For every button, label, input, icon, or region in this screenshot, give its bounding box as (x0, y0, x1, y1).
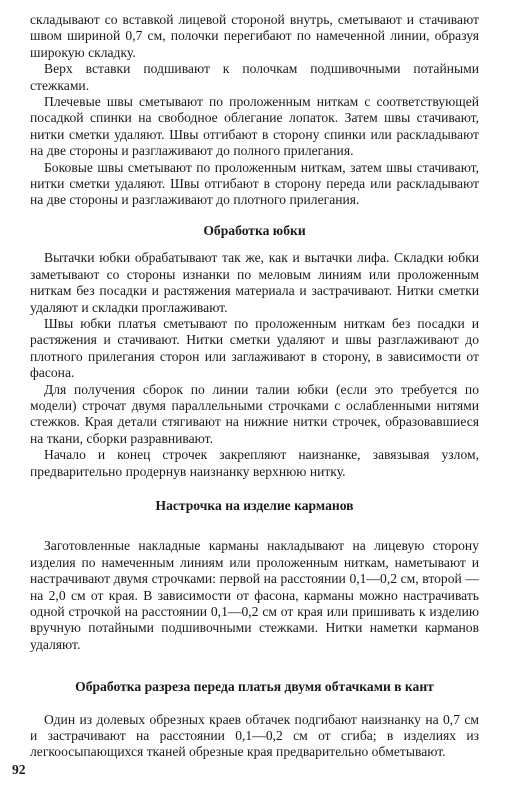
section-heading-front-slit: Обработка разреза переда платья двумя обтачками в кант (75, 679, 434, 695)
paragraph: Верх вставки подшивают к полочкам подшивочными потайными стежками. (30, 61, 479, 93)
paragraph: Швы юбки платья сметывают по проложенным ниткам без посадки и растяжения и стачивают. Нитки сметки удаляют и швы разглаживают до плотного прилегания сторон или заглаживают в сторону, в зависимости от фасона. (30, 315, 479, 381)
section-heading-pockets: Настрочка на изделие карманов (155, 497, 354, 513)
section-heading-skirt: Обработка юбки (203, 222, 306, 238)
paragraph: Один из долевых обрезных краев обтачек подгибают наизнанку на 0,7 см и застрачивают на расстоянии 0,1—0,2 см от сгиба; в изделиях из легкоосыпающихся тканей обрезные края предварительно обметывают. (30, 711, 479, 760)
page-number: 92 (12, 762, 26, 777)
paragraph: Боковые швы сметывают по проложенным ниткам, затем швы стачивают, нитки сметки удаляют. Швы отгибают в сторону переда или раскладывают на две стороны и разглаживают до плотного прилегания. (30, 159, 479, 208)
paragraph-continuation: складывают со вставкой лицевой стороной внутрь, сметывают и стачивают швом шириной 0,7 см, полочки перегибают по намеченной линии, образуя широкую складку. (30, 12, 479, 60)
paragraph: Для получения сборок по линии талии юбки (если это требуется по модели) строчат двумя параллельными строчками с ослабленными нитями стежков. Края детали стягивают на нижние нитки строчек, образовавшиеся на ткани, сборки разравнивают. (30, 381, 479, 446)
paragraph: Начало и конец строчек закрепляют наизнанке, завязывая узлом, предварительно продернув наизнанку верхнюю нитку. (30, 447, 479, 479)
paragraph: Вытачки юбки обрабатывают так же, как и вытачки лифа. Складки юбки заметывают со стороны изнанки по меловым линиям или проложенным ниткам без посадки и растяжения материала и застрачивают. Нитки сметки удаляют и складки проглаживают. (30, 250, 479, 315)
paragraph: Заготовленные накладные карманы накладывают на лицевую сторону изделия по намеченным линиям или проложенным ниткам, наметывают и настрачивают двумя строчками: первой на расстоянии 0,1—0,2 см, второй — на 2,0 см от края. В зависимости от фасона, карманы можно настрачивать одной строчкой на расстоянии 0,1—0,2 см от края или пришивать к изделию вручную потайными подшивочными стежками. Нитки наметки карманов удаляют. (30, 538, 479, 652)
paragraph: Плечевые швы сметывают по проложенным ниткам с соответствующей посадкой спинки на свободное облегание лопаток. Затем швы стачивают, нитки сметки удаляют. Швы отгибают в сторону спинки или раскладывают на две стороны и разглаживают до полного прилегания. (30, 94, 479, 159)
